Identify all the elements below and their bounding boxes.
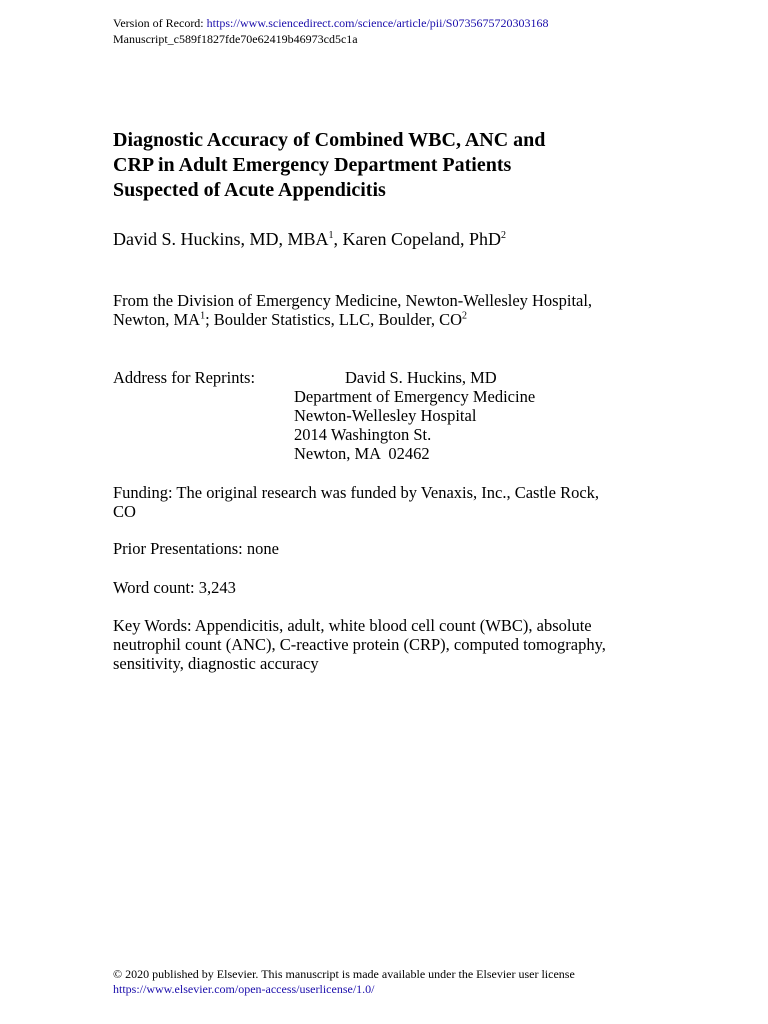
title-line-3: Suspected of Acute Appendicitis [113, 179, 386, 201]
prior-presentations: Prior Presentations: none [113, 539, 279, 558]
license-link[interactable]: https://www.elsevier.com/open-access/userlicense/1.0/ [113, 982, 375, 996]
word-count: Word count: 3,243 [113, 578, 236, 597]
header-block [113, 16, 548, 48]
funding-line-2: CO [113, 502, 136, 521]
keywords-line-3: sensitivity, diagnostic accuracy [113, 654, 319, 673]
title-line-2: CRP in Adult Emergency Department Patients [113, 154, 512, 176]
keywords-line-2: neutrophil count (ANC), C-reactive protein (CRP), computed tomography, [113, 635, 606, 654]
license-footer [113, 967, 575, 997]
address-line-1: Department of Emergency Medicine [294, 387, 536, 406]
affiliation-mark-2: 2 [462, 310, 467, 322]
address-label: Address for Reprints: [113, 368, 256, 387]
address-lines [294, 387, 535, 463]
funding-line-1: Funding: The original research was funded by Venaxis, Inc., Castle Rock, [113, 483, 600, 502]
version-of-record-label: Version of Record: [113, 16, 207, 30]
affiliation [113, 291, 592, 329]
keywords [113, 616, 606, 673]
author-1: David S. Huckins, MD, MBA [113, 229, 329, 249]
author-2: Karen Copeland, PhD [342, 229, 501, 249]
title-line-1: Diagnostic Accuracy of Combined WBC, ANC and [113, 129, 546, 151]
paper-title [113, 128, 545, 203]
affiliation-part-a: Newton, MA [113, 310, 201, 329]
manuscript-id: Manuscript_c589f1827fde70e62419b46973cd5c1a [113, 32, 358, 46]
affiliation-line-2 [113, 310, 592, 329]
keywords-line-1: Key Words: Appendicitis, adult, white blood cell count (WBC), absolute [113, 616, 592, 635]
affiliation-part-b: ; Boulder Statistics, LLC, Boulder, CO [205, 310, 462, 329]
address-name: David S. Huckins, MD [345, 368, 497, 387]
affiliation-line-1: From the Division of Emergency Medicine, Newton-Wellesley Hospital, [113, 291, 593, 310]
address-line-4: Newton, MA 02462 [294, 444, 430, 463]
affiliation-mark-1: 1 [200, 310, 206, 322]
author-2-affiliation-mark: 2 [500, 230, 506, 241]
authors-line [113, 228, 506, 250]
address-line-3: 2014 Washington St. [294, 425, 432, 444]
version-of-record-line [113, 16, 548, 32]
address-line-2: Newton-Wellesley Hospital [294, 406, 477, 425]
author-1-affiliation-mark: 1 [328, 230, 334, 241]
author-separator: , [333, 229, 343, 249]
version-of-record-link[interactable]: https://www.sciencedirect.com/science/article/pii/S0735675720303168 [206, 16, 549, 30]
license-text: © 2020 published by Elsevier. This manuscript is made available under the Elsevier user license [113, 967, 575, 981]
funding-statement [113, 483, 599, 521]
